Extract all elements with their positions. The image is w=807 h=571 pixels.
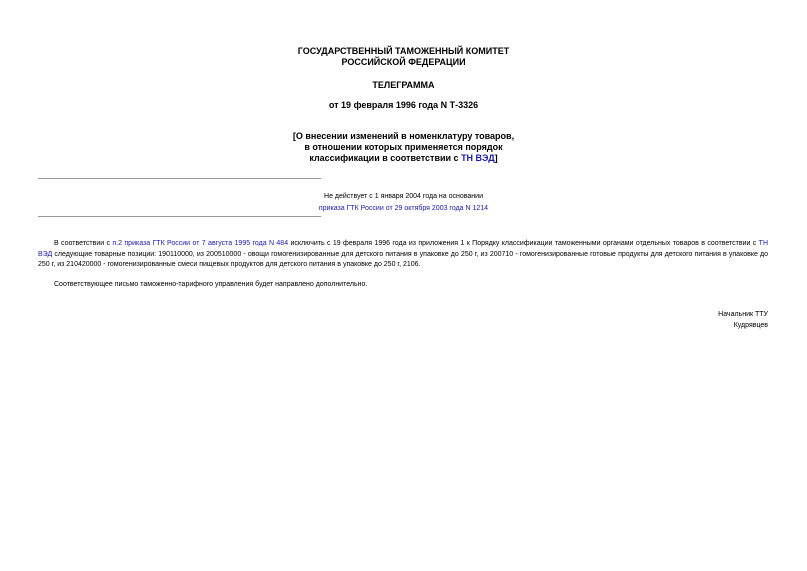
title-line-2: в отношении которых применяется порядок <box>304 142 503 152</box>
body-tnved-link[interactable]: ТН ВЭД <box>38 240 769 258</box>
body-paragraph-1 <box>38 239 768 271</box>
title-line-1: [О внесении изменений в номенклатуру товаров, <box>292 131 515 141</box>
document-type: ТЕЛЕГРАММА <box>372 80 435 90</box>
status-order-link[interactable]: приказа ГТК России от 29 октября 2003 года N 1214 <box>318 205 489 212</box>
status-divider-top <box>38 178 321 179</box>
document-title <box>0 131 807 164</box>
status-divider-bottom <box>38 216 321 217</box>
title-line-3 <box>0 153 807 164</box>
org-line-1: ГОСУДАРСТВЕННЫЙ ТАМОЖЕННЫЙ КОМИТЕТ <box>297 46 510 56</box>
document-status <box>250 191 557 215</box>
signatory-name: Кудрявцев <box>733 322 768 329</box>
order-484-link[interactable]: п.2 приказа ГТК России от 7 августа 1995 года N 484 <box>112 240 289 247</box>
p1-prefix: В соответствии с <box>54 240 113 247</box>
title-line-3-prefix: классификации в соответствии с <box>309 153 462 163</box>
p1-suffix: следующие товарные позиции: 190110000, из 200510000 - овощи гомогенизированные для детского питания в упаковке до 250 г, из 200710 - гомогенизированные готовые продукты для детского питания в упаковке до 250 г, из 210420000 - гомогенизированные смеси пищевых продуктов для детского питания в упаковке до 250 г, 2106. <box>38 250 768 268</box>
document-date-number: от 19 февраля 1996 года N Т-3326 <box>328 100 479 110</box>
org-line-2: РОССИЙСКОЙ ФЕДЕРАЦИИ <box>341 57 466 67</box>
issuing-organization <box>0 46 807 68</box>
body-paragraph-2: Соответствующее письмо таможенно-тарифного управления будет направлено дополнительно. <box>54 281 368 288</box>
status-text: Не действует с 1 января 2004 года на основании <box>324 193 483 200</box>
title-line-3-suffix: ] <box>494 153 498 163</box>
signatory-position: Начальник ТТУ <box>718 311 768 318</box>
p1-middle: исключить с 19 февраля 1996 года из приложения 1 к Порядку классификации таможенными органами отдельных товаров в соответствии с <box>288 240 759 247</box>
signature-block <box>718 309 768 331</box>
title-tnved-link[interactable]: ТН ВЭД <box>461 153 495 163</box>
